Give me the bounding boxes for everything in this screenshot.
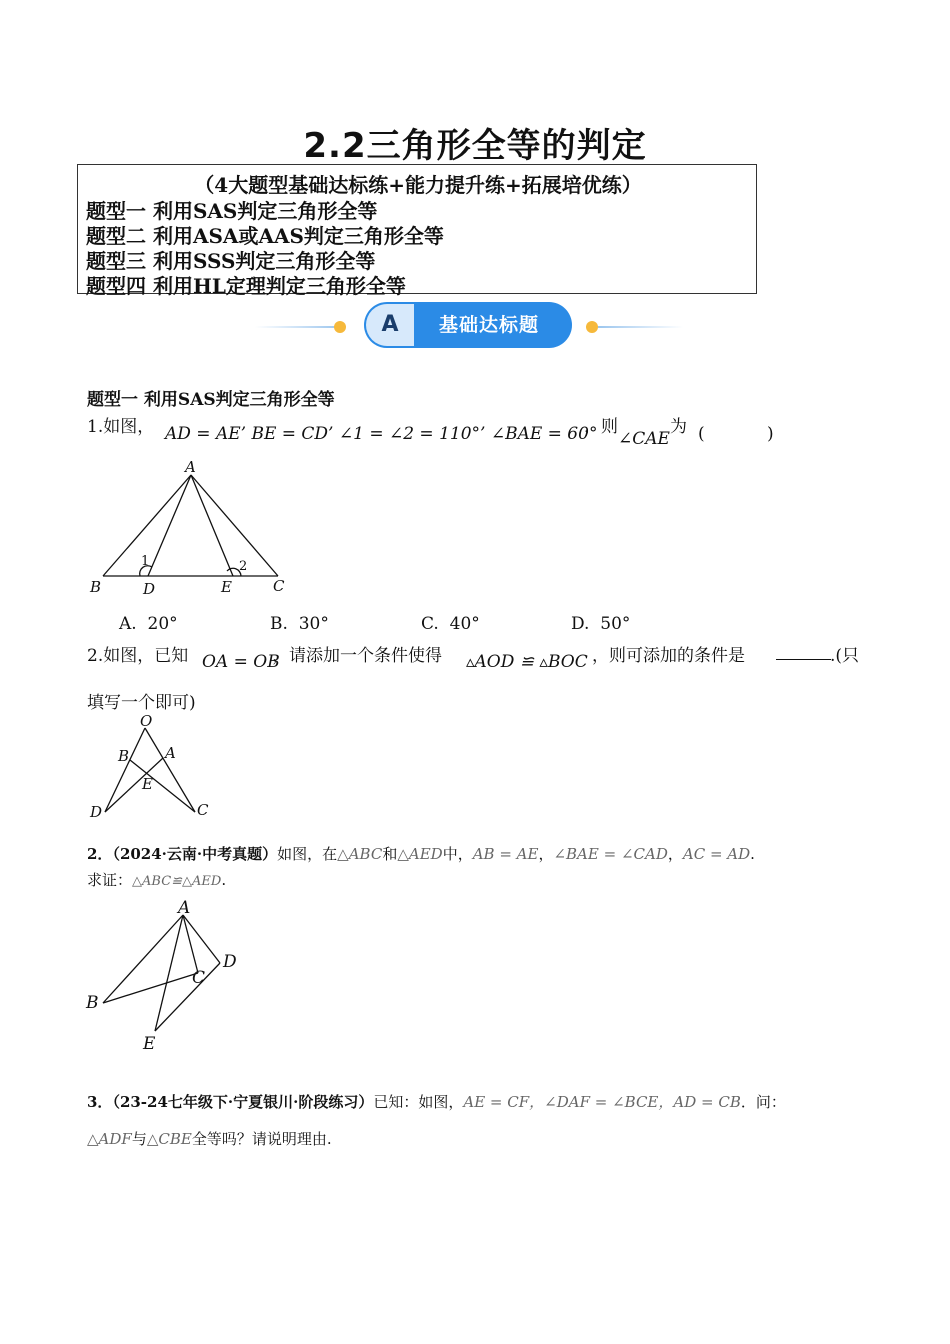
- q3-cond1: AB = AE: [472, 845, 539, 863]
- q2-label-b: B: [118, 747, 130, 765]
- q1-segment-ae: [191, 475, 233, 576]
- q3-end: .: [750, 845, 755, 863]
- q4-source: （23-24七年级下·宁夏银川·阶段练习）: [112, 1093, 374, 1111]
- q3-sep: ，: [667, 845, 683, 863]
- option-value: 50°: [600, 614, 631, 634]
- option-label: C.: [421, 614, 439, 634]
- q3-line1: [87, 843, 755, 864]
- q2-label-e: E: [142, 775, 153, 793]
- q1-ask-var: ∠CAE: [618, 429, 670, 449]
- q2-line-od: [105, 728, 145, 812]
- q3-source: （2024·云南·中考真题）: [112, 845, 278, 863]
- q2-line2: 填写一个即可): [87, 693, 196, 713]
- q3-side-ae: [155, 915, 183, 1031]
- banner-line-right: [598, 326, 683, 328]
- q1-ask-pre: ，则: [584, 417, 618, 437]
- q4-question: 全等吗？请说明理由.: [191, 1130, 332, 1148]
- q2-label-c: C: [197, 801, 209, 819]
- q3-figure: [85, 895, 255, 1060]
- option-label: D.: [571, 614, 590, 634]
- q1-ask-post: 为: [669, 417, 687, 437]
- q2-label-d: D: [90, 803, 103, 821]
- q2-tail: .(只: [830, 646, 860, 666]
- option-value: 40°: [449, 614, 480, 634]
- q3-prove-line: [87, 869, 226, 890]
- q2-condition: OA = OB: [202, 652, 280, 672]
- q1-option-a[interactable]: [119, 614, 178, 634]
- q1-label-c: C: [273, 577, 285, 595]
- banner-line-left: [255, 326, 340, 328]
- q1-figure: [85, 455, 300, 600]
- banner-dot-left: [334, 321, 346, 333]
- q3-label-e: E: [143, 1034, 156, 1054]
- q1-ask: [584, 412, 687, 449]
- q3-prove-end: .: [221, 871, 227, 889]
- q3-mid: 中，: [442, 845, 473, 863]
- q2-mid: ，请添加一个条件使得: [272, 646, 442, 666]
- q3-tri1: △ABC: [337, 845, 383, 863]
- q2-line-ad: [105, 758, 163, 812]
- q2-answer-blank[interactable]: [776, 659, 831, 660]
- q2-label-o: O: [140, 712, 153, 730]
- q1-label-2: 2: [239, 559, 248, 574]
- q2-label-a: A: [165, 744, 176, 762]
- q2-prefix: 2.如图，已知: [87, 646, 189, 666]
- q1-option-b[interactable]: [270, 614, 329, 634]
- q1-label-d: D: [143, 580, 156, 598]
- q4-condition: AE = CF，∠DAF = ∠BCE，AD = CB: [463, 1093, 741, 1111]
- page-title: 2.2三角形全等的判定: [303, 126, 647, 166]
- q3-label-a: A: [178, 898, 191, 918]
- q1-label-e: E: [221, 578, 232, 596]
- banner-letter: A: [366, 304, 414, 346]
- q4-tri1: △ADF: [87, 1130, 132, 1148]
- q3-sep: ，: [538, 845, 554, 863]
- q3-text: 如图，在: [277, 845, 338, 863]
- q3-number: 2．: [87, 845, 113, 863]
- q3-label-b: B: [86, 993, 99, 1013]
- q3-label-c: C: [192, 968, 206, 988]
- q3-prove: △ABC≌△AED: [132, 874, 222, 889]
- q1-option-d[interactable]: [571, 614, 630, 634]
- option-value: 20°: [147, 614, 178, 634]
- type-line: 题型三 利用SSS判定三角形全等: [86, 249, 376, 273]
- q1-label-1: 1: [141, 554, 150, 569]
- section-heading: 题型一 利用SAS判定三角形全等: [87, 390, 335, 410]
- q3-side-ed: [155, 963, 220, 1031]
- q1-condition: AD = AE’ BE = CD’ ∠1 = ∠2 = 110°’ ∠BAE = 60°: [165, 424, 598, 444]
- q1-segment-ad: [148, 475, 191, 576]
- type-line: 题型二 利用ASA或AAS判定三角形全等: [86, 224, 444, 248]
- q3-prove-label: 求证：: [87, 871, 133, 889]
- q2-triangles: ▵AOD ≌ ▵BOC: [466, 652, 588, 672]
- banner-label: 基础达标题: [438, 314, 539, 336]
- q2-line-bc: [130, 760, 195, 812]
- q1-prefix: 1.如图，: [87, 417, 155, 437]
- q2-suffix: ，则可添加的条件是: [592, 646, 745, 666]
- q4-and: 与: [131, 1130, 147, 1148]
- q3-cond2: ∠BAE = ∠CAD: [553, 845, 668, 863]
- q1-option-c[interactable]: [421, 614, 480, 634]
- option-value: 30°: [298, 614, 329, 634]
- q1-paren-close: ): [767, 424, 774, 444]
- q3-label-d: D: [223, 952, 237, 972]
- type-line: 题型四 利用HL定理判定三角形全等: [86, 274, 406, 298]
- q4-tri2: △CBE: [146, 1130, 192, 1148]
- q4-number: 3．: [87, 1093, 113, 1111]
- option-label: B.: [270, 614, 288, 634]
- q2-figure: [85, 710, 215, 825]
- q3-and: 和: [382, 845, 398, 863]
- q4-ask: ．问：: [740, 1093, 786, 1111]
- q2-line-oc: [145, 728, 195, 812]
- type-line: 题型一 利用SAS判定三角形全等: [86, 199, 378, 223]
- q4-text: 已知：如图，: [373, 1093, 464, 1111]
- question-type-box: [77, 164, 757, 298]
- q1-side-ac: [191, 475, 278, 576]
- q3-cond3: AC = AD: [682, 845, 751, 863]
- q1-label-a: A: [185, 458, 196, 476]
- q4-line2: [87, 1128, 332, 1149]
- banner-dot-right: [586, 321, 598, 333]
- q3-tri2: △AED: [397, 845, 443, 863]
- q1-label-b: B: [90, 578, 102, 596]
- q1-paren-open: (: [698, 424, 705, 444]
- q4-line1: [87, 1091, 786, 1112]
- box-subtitle: （4大题型基础达标练+能力提升练+拓展培优练）: [194, 173, 642, 197]
- option-label: A.: [119, 614, 137, 634]
